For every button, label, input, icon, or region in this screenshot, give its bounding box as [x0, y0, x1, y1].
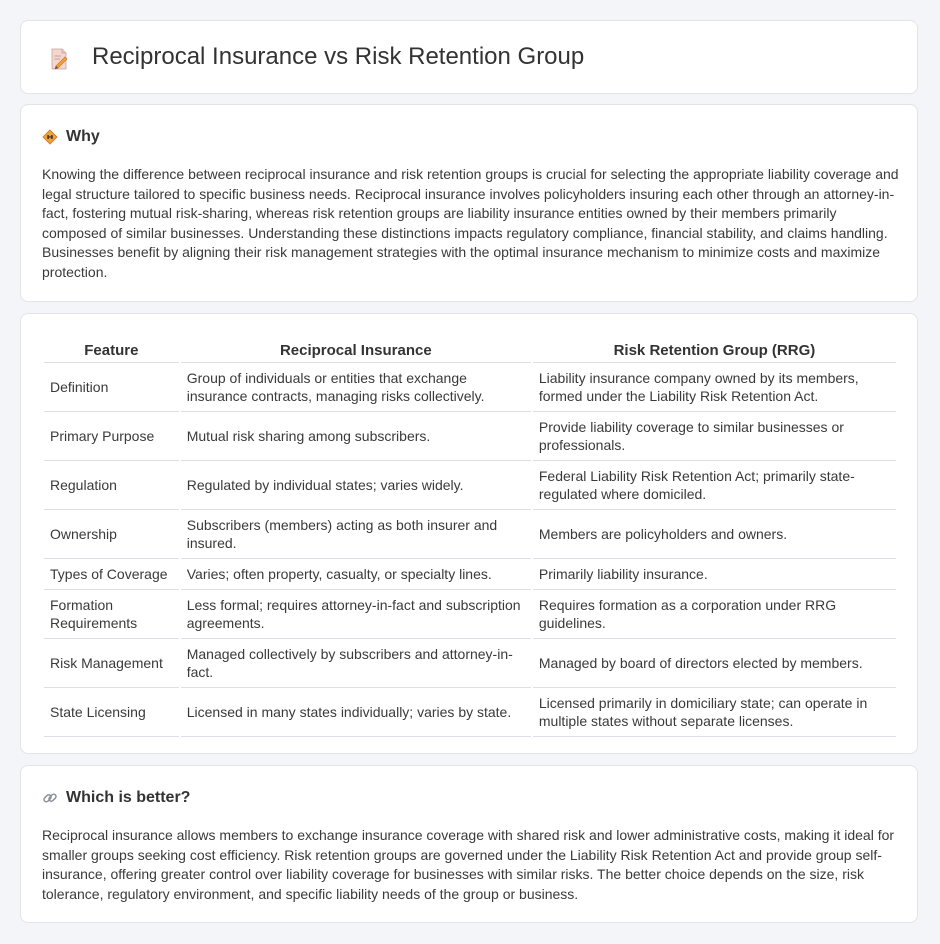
- table-header-row: [44, 334, 896, 363]
- reciprocal-cell: Mutual risk sharing among subscribers.: [181, 412, 531, 461]
- header-reciprocal: Reciprocal Insurance: [181, 334, 531, 363]
- rrg-cell: Liability insurance company owned by its members, formed under the Liability Risk Retention Act.: [533, 363, 896, 412]
- reciprocal-cell: Group of individuals or entities that exchange insurance contracts, managing risks collectively.: [181, 363, 531, 412]
- feature-cell: Risk Management: [44, 639, 179, 688]
- edit-document-icon: [47, 47, 71, 71]
- feature-cell: Ownership: [44, 510, 179, 559]
- better-heading: Which is better?: [66, 789, 191, 806]
- table-row: [44, 688, 896, 737]
- feature-cell: Definition: [44, 363, 179, 412]
- rrg-cell: Provide liability coverage to similar businesses or professionals.: [533, 412, 896, 461]
- header-feature: Feature: [44, 334, 179, 363]
- better-section: [20, 765, 918, 923]
- table-row: [44, 639, 896, 688]
- better-heading-row: [42, 788, 190, 808]
- rrg-cell: Members are policyholders and owners.: [533, 510, 896, 559]
- page-title: Reciprocal Insurance vs Risk Retention Group: [92, 43, 585, 70]
- reciprocal-cell: Regulated by individual states; varies widely.: [181, 461, 531, 510]
- link-icon: [42, 790, 58, 806]
- why-text: Knowing the difference between reciprocal insurance and risk retention groups is crucial for selecting the appropriate liability coverage and legal structure tailored to specific business needs. Reciprocal insurance involves policyholders insuring each other through an attorney-in-fact, fostering mutual risk-sharing, whereas risk retention groups are liability insurance entities owned by their members primarily composed of similar businesses. Understanding these distinctions impacts regulatory compliance, financial stability, and claims handling. Businesses benefit by aligning their risk management strategies with the optimal insurance mechanism to minimize costs and maximize protection.: [42, 166, 899, 280]
- table-row: [44, 363, 896, 412]
- header-card: [20, 20, 918, 94]
- rrg-cell: Federal Liability Risk Retention Act; primarily state-regulated where domiciled.: [533, 461, 896, 510]
- reciprocal-cell: Subscribers (members) acting as both insurer and insured.: [181, 510, 531, 559]
- rrg-cell: Licensed primarily in domiciliary state; can operate in multiple states without separate licenses.: [533, 688, 896, 737]
- feature-cell: Regulation: [44, 461, 179, 510]
- why-heading: Why: [66, 128, 100, 145]
- comparison-section: [20, 313, 918, 754]
- rrg-cell: Primarily liability insurance.: [533, 559, 896, 590]
- diamond-sign-icon: [42, 129, 58, 145]
- rrg-cell: Managed by board of directors elected by members.: [533, 639, 896, 688]
- reciprocal-cell: Licensed in many states individually; varies by state.: [181, 688, 531, 737]
- table-row: [44, 559, 896, 590]
- why-section: [20, 104, 918, 302]
- feature-cell: Primary Purpose: [44, 412, 179, 461]
- comparison-table: [42, 334, 898, 737]
- reciprocal-cell: Varies; often property, casualty, or specialty lines.: [181, 559, 531, 590]
- header-rrg: Risk Retention Group (RRG): [533, 334, 896, 363]
- table-row: [44, 412, 896, 461]
- table-row: [44, 510, 896, 559]
- feature-cell: Formation Requirements: [44, 590, 179, 639]
- table-row: [44, 461, 896, 510]
- rrg-cell: Requires formation as a corporation under RRG guidelines.: [533, 590, 896, 639]
- feature-cell: Types of Coverage: [44, 559, 179, 590]
- reciprocal-cell: Less formal; requires attorney-in-fact and subscription agreements.: [181, 590, 531, 639]
- feature-cell: State Licensing: [44, 688, 179, 737]
- table-row: [44, 590, 896, 639]
- reciprocal-cell: Managed collectively by subscribers and attorney-in-fact.: [181, 639, 531, 688]
- why-heading-row: [42, 127, 100, 147]
- better-text: Reciprocal insurance allows members to exchange insurance coverage with shared risk and lower administrative costs, making it ideal for smaller groups seeking cost efficiency. Risk retention groups are governed under the Liability Risk Retention Act and provide group self-insurance, offering greater control over liability coverage for businesses with similar risks. The better choice depends on the size, risk tolerance, regulatory environment, and specific liability needs of the group or business.: [42, 827, 895, 902]
